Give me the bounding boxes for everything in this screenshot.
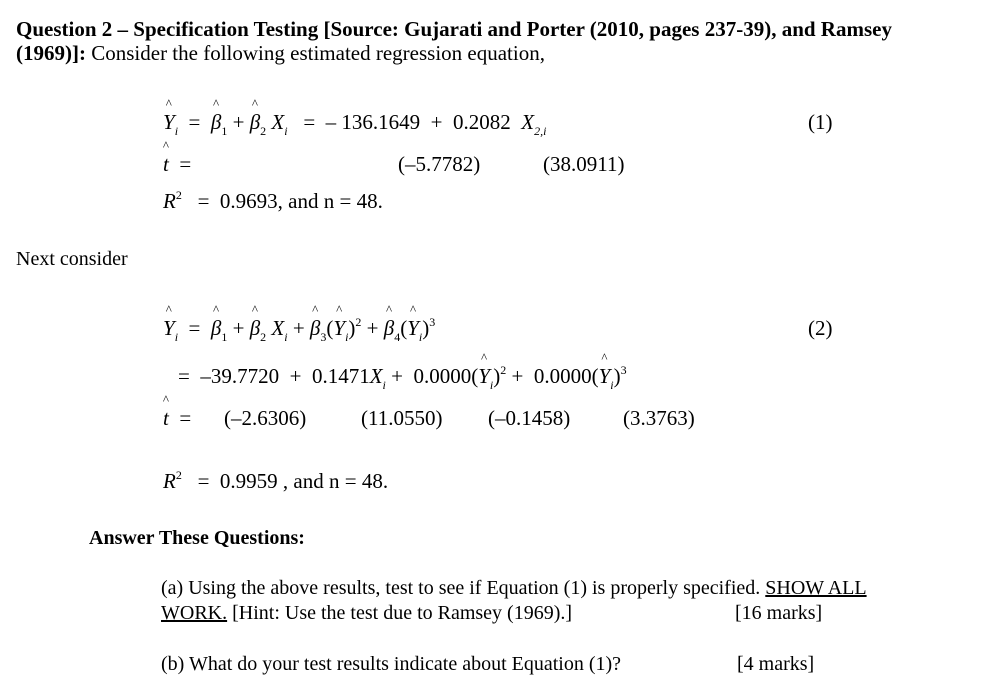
question-intro: Consider the following estimated regression equation, <box>85 41 545 65</box>
question-title-line2 <box>16 43 545 64</box>
question-b-marks: [4 marks] <box>737 653 815 675</box>
eq2-t-label: ^ t = <box>163 408 191 429</box>
question-title <box>16 19 892 40</box>
eq2-t-stat-1: (–2.6306) <box>224 406 307 430</box>
eq2-constant: –39.7720 <box>200 364 280 388</box>
question-a-line2 <box>161 603 572 623</box>
question-a-hint: [Hint: Use the test due to Ramsey (1969).] <box>227 602 573 624</box>
eq2-coef-y3: 0.0000 <box>533 364 592 388</box>
next-consider-label: Next consider <box>16 248 128 270</box>
eq1-t-label: ^ t = <box>163 154 191 175</box>
eq2-r2-value: 0.9959 <box>219 469 278 493</box>
eq1-t-stat-1: (–5.7782) <box>398 152 481 176</box>
question-a-emphasis: SHOW ALL <box>765 577 867 599</box>
eq1-t-stat-2: (38.0911) <box>543 152 625 176</box>
eq2-coef-x: 0.1471 <box>311 364 370 388</box>
eq1-n: , and n = 48. <box>277 189 383 213</box>
question-a-line1 <box>161 578 867 598</box>
eq2-r-squared: $R^2 = 0.9959$ , and n = 48. <box>163 468 389 493</box>
equation-2-number: (2) <box>808 316 833 340</box>
eq2-n: , and n = 48. <box>282 469 389 493</box>
question-year: (1969)]: <box>16 41 86 65</box>
question-a-emphasis-2: WORK. <box>161 602 228 624</box>
question-a-text: (a) Using the above results, test to see if Equation (1) is properly specified. <box>161 577 766 599</box>
question-a-marks: [16 marks] <box>735 602 823 624</box>
eq2-t-stat-3: (–0.1458) <box>488 406 571 430</box>
eq2-t-stat-4: (3.3763) <box>623 406 695 430</box>
question-title-line1: Question 2 – Specification Testing [Source: Gujarati and Porter (2010, pages 237-39), and Ramsey <box>16 17 892 41</box>
equation-2: ^ $Y_i$ = ^ $\beta_1$ + ^ $\beta_2$ $X_i$ + ^ $\beta_3(\^{}$ $Y_i)^2$ + ^ $\beta_4(\^{}$ $Y_i)^3$ <box>163 318 435 339</box>
equation-1-number: (1) <box>808 110 833 134</box>
eq1-coefficient: 0.2082 <box>453 110 511 134</box>
eq1-constant: – 136.1649 <box>325 110 421 134</box>
equation-1: ^ $Y_i$ = ^ $\beta_1$ + ^ $\beta_2$ $X_i$ = – 136.1649 + 0.2082 $X_{2,i}$ <box>163 112 546 133</box>
eq2-estimates: = $-39.7720 + 0.1471X_i$ + 0.0000(^ $Y_i)^2$ + 0.0000(^ $Y_i)^3$ <box>178 366 627 387</box>
eq2-t-stat-2: (11.0550) <box>361 406 443 430</box>
answer-heading: Answer These Questions: <box>89 527 305 549</box>
question-b-text: (b) What do your test results indicate about Equation (1)? <box>161 653 622 675</box>
eq2-coef-y2: 0.0000 <box>413 364 472 388</box>
eq1-r2-value: 0.9693 <box>219 189 278 213</box>
eq1-r-squared: $R^2 = 0.9693$, and n = 48. <box>163 188 383 213</box>
eq1-x-subscript: 2,i <box>534 124 547 138</box>
